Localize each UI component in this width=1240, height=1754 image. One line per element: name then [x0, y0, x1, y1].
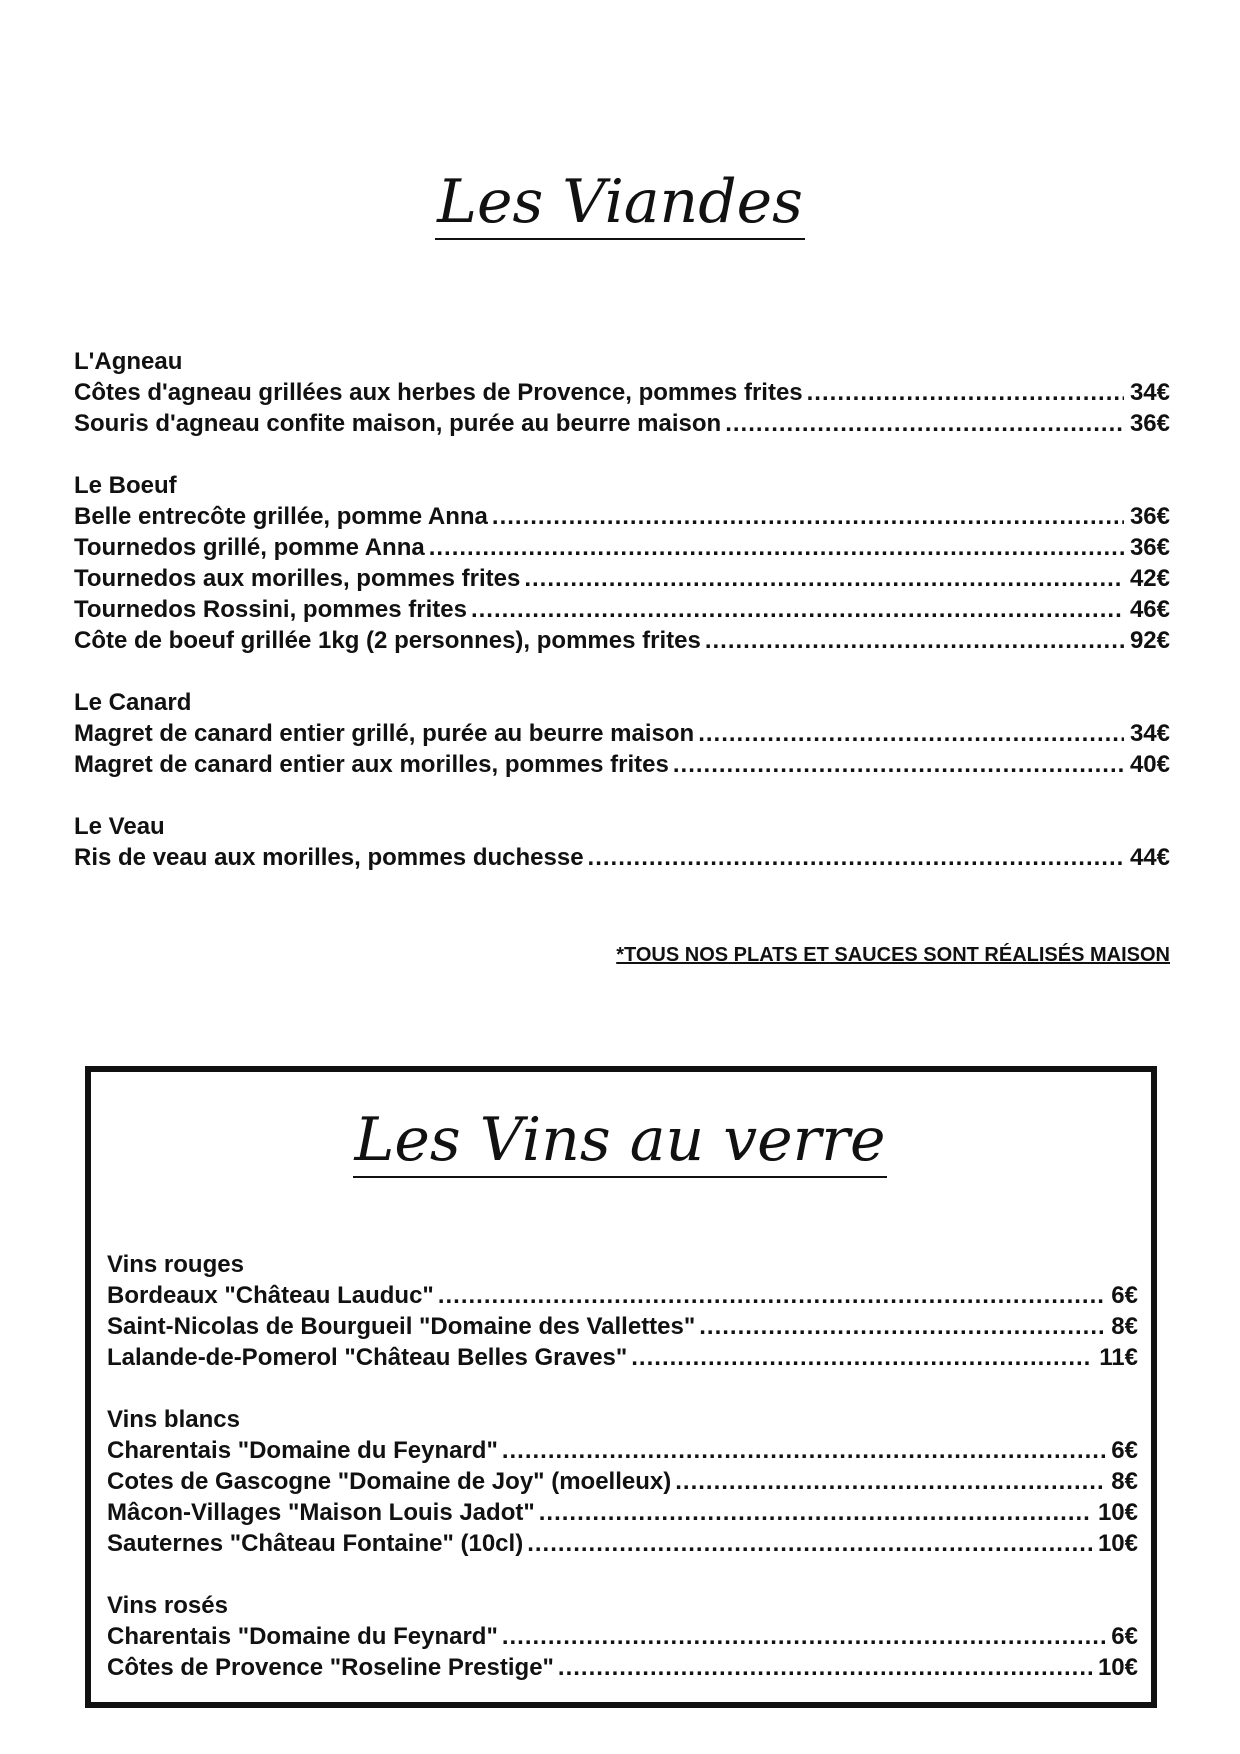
dot-leader [524, 563, 1124, 594]
dot-leader [502, 1435, 1105, 1466]
item-price: 34€ [1129, 720, 1170, 747]
section-title: Le Canard [74, 689, 192, 716]
item-price: 11€ [1099, 1344, 1138, 1371]
item-price: 92€ [1129, 627, 1170, 654]
item-price: 42€ [1129, 565, 1170, 592]
item-name: Tournedos Rossini, pommes frites [74, 596, 467, 623]
item-name: Cotes de Gascogne "Domaine de Joy" (moelleux) [107, 1468, 672, 1495]
dot-leader [631, 1342, 1093, 1373]
menu-item [74, 377, 1170, 408]
dot-leader [725, 408, 1124, 439]
section-title: L'Agneau [74, 348, 183, 375]
item-name: Sauternes "Château Fontaine" (10cl) [107, 1530, 524, 1557]
dot-leader [558, 1652, 1092, 1683]
item-price: 10€ [1097, 1499, 1138, 1526]
dot-leader [527, 1528, 1092, 1559]
section-title: Vins blancs [107, 1406, 240, 1433]
item-name: Lalande-de-Pomerol "Château Belles Graves" [107, 1344, 628, 1371]
vins-menu [107, 1249, 1138, 1714]
menu-item [107, 1311, 1138, 1342]
item-price: 8€ [1111, 1313, 1138, 1340]
item-price: 36€ [1129, 410, 1170, 437]
section-title: Le Veau [74, 813, 165, 840]
menu-item [74, 749, 1170, 780]
menu-item [107, 1528, 1138, 1559]
section-title: Le Boeuf [74, 472, 177, 499]
dot-leader [807, 377, 1124, 408]
menu-item [74, 842, 1170, 873]
dot-leader [539, 1497, 1092, 1528]
vins-title-text: Les Vins au verre [353, 1110, 888, 1178]
item-price: 6€ [1111, 1437, 1138, 1464]
menu-item [74, 408, 1170, 439]
dot-leader [438, 1280, 1105, 1311]
item-price: 44€ [1129, 844, 1170, 871]
viandes-section [74, 470, 1170, 656]
menu-item [107, 1342, 1138, 1373]
menu-item [107, 1280, 1138, 1311]
item-price: 6€ [1111, 1623, 1138, 1650]
house-made-note: *TOUS NOS PLATS ET SAUCES SONT RÉALISÉS MAISON [616, 944, 1170, 966]
item-name: Bordeaux "Château Lauduc" [107, 1282, 434, 1309]
dot-leader [705, 625, 1124, 656]
item-name: Côtes d'agneau grillées aux herbes de Provence, pommes frites [74, 379, 803, 406]
item-price: 8€ [1111, 1468, 1138, 1495]
viandes-title [0, 167, 1240, 240]
item-name: Tournedos aux morilles, pommes frites [74, 565, 521, 592]
item-price: 40€ [1129, 751, 1170, 778]
dot-leader [675, 1466, 1105, 1497]
item-price: 46€ [1129, 596, 1170, 623]
menu-item [74, 501, 1170, 532]
section-title: Vins rosés [107, 1592, 228, 1619]
menu-item [107, 1497, 1138, 1528]
menu-item [107, 1466, 1138, 1497]
item-price: 36€ [1129, 503, 1170, 530]
menu-item [107, 1435, 1138, 1466]
menu-item [74, 532, 1170, 563]
vins-title [0, 1105, 1240, 1178]
item-name: Côtes de Provence "Roseline Prestige" [107, 1654, 554, 1681]
dot-leader [429, 532, 1124, 563]
item-price: 6€ [1111, 1282, 1138, 1309]
dot-leader [673, 749, 1124, 780]
viandes-section [74, 346, 1170, 439]
item-price: 10€ [1097, 1654, 1138, 1681]
item-name: Charentais "Domaine du Feynard" [107, 1623, 498, 1650]
vins-section [107, 1590, 1138, 1683]
item-name: Charentais "Domaine du Feynard" [107, 1437, 498, 1464]
vins-section [107, 1404, 1138, 1559]
dot-leader [588, 842, 1124, 873]
viandes-section [74, 687, 1170, 780]
item-name: Magret de canard entier grillé, purée au beurre maison [74, 720, 695, 747]
dot-leader [699, 1311, 1105, 1342]
item-price: 10€ [1097, 1530, 1138, 1557]
menu-item [107, 1652, 1138, 1683]
item-name: Belle entrecôte grillée, pomme Anna [74, 503, 488, 530]
viandes-section [74, 811, 1170, 873]
dot-leader [698, 718, 1124, 749]
item-name: Ris de veau aux morilles, pommes duchesse [74, 844, 584, 871]
item-name: Côte de boeuf grillée 1kg (2 personnes), pommes frites [74, 627, 701, 654]
menu-item [74, 718, 1170, 749]
item-name: Mâcon-Villages "Maison Louis Jadot" [107, 1499, 535, 1526]
menu-item [107, 1621, 1138, 1652]
menu-item [74, 625, 1170, 656]
menu-item [74, 594, 1170, 625]
item-name: Souris d'agneau confite maison, purée au beurre maison [74, 410, 722, 437]
item-name: Saint-Nicolas de Bourgueil "Domaine des Vallettes" [107, 1313, 696, 1340]
item-price: 36€ [1129, 534, 1170, 561]
section-title: Vins rouges [107, 1251, 244, 1278]
dot-leader [471, 594, 1124, 625]
vins-section [107, 1249, 1138, 1373]
menu-item [74, 563, 1170, 594]
item-name: Tournedos grillé, pomme Anna [74, 534, 425, 561]
item-price: 34€ [1129, 379, 1170, 406]
viandes-title-text: Les Viandes [435, 172, 805, 240]
dot-leader [502, 1621, 1105, 1652]
dot-leader [492, 501, 1124, 532]
viandes-menu [74, 346, 1170, 904]
item-name: Magret de canard entier aux morilles, pommes frites [74, 751, 669, 778]
